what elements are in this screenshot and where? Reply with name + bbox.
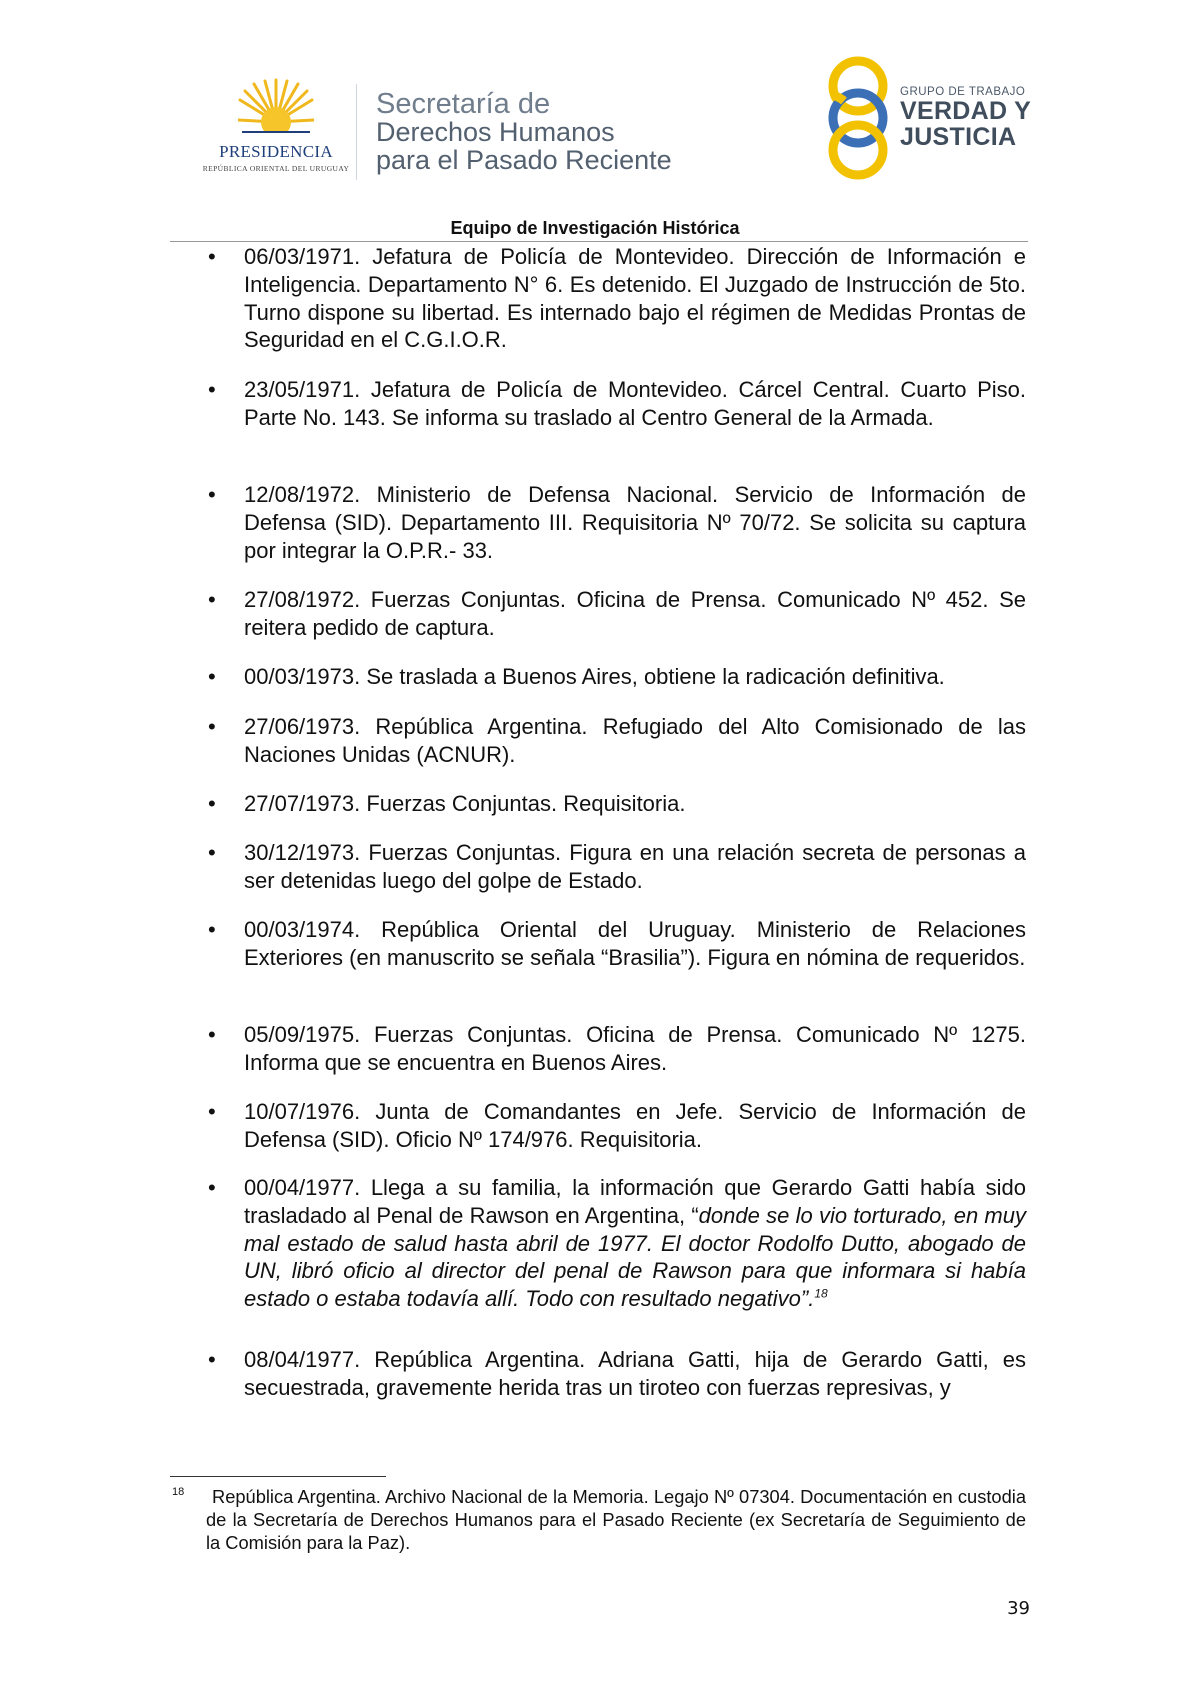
list-item-text [244, 1174, 1026, 1313]
page-header [0, 0, 1190, 215]
secretaria-line-2: Derechos Humanos [376, 117, 615, 147]
list-item-text: 27/06/1973. República Argentina. Refugiado del Alto Comisionado de las Naciones Unidas (ACNUR). [244, 714, 1026, 767]
page-number: 39 [1007, 1598, 1030, 1619]
grupo-trabajo-small: GRUPO DE TRABAJO [900, 86, 1026, 98]
grupo-trabajo-text [900, 86, 1031, 150]
bullet-icon: • [208, 840, 216, 865]
list-item-text: 05/09/1975. Fuerzas Conjuntas. Oficina de Prensa. Comunicado Nº 1275. Informa que se encuentra en Buenos Aires. [244, 1022, 1026, 1075]
presidencia-subtitle: REPÚBLICA ORIENTAL DEL URUGUAY [202, 164, 350, 173]
grupo-trabajo-logo [822, 56, 1042, 184]
list-item-quote: donde se lo vio torturado, en muy mal estado de salud hasta abril de 1977. El doctor Rodolfo Dutto, abogado de UN, libró oficio al director del penal de Rawson para que informara si había estado o estaba todavía allí. Todo con resultado negativo”. [244, 1202, 1026, 1312]
list-item-text: 08/04/1977. República Argentina. Adriana Gatti, hija de Gerardo Gatti, es secuestrada, gravemente herida tras un tiroteo con fuerzas represivas, y [244, 1347, 1026, 1400]
list-item-text: 12/08/1972. Ministerio de Defensa Nacional. Servicio de Información de Defensa (SID). Departamento III. Requisitoria Nº 70/72. Se solicita su captura por integrar la O.P.R.- 33. [244, 482, 1026, 563]
list-item-text: 23/05/1971. Jefatura de Policía de Montevideo. Cárcel Central. Cuarto Piso. Parte No. 143. Se informa su traslado al Centro General de la Armada. [244, 377, 1026, 430]
team-title: Equipo de Investigación Histórica [450, 218, 740, 238]
presidencia-name: PRESIDENCIA [219, 142, 333, 161]
presidencia-logo [196, 78, 356, 178]
bullet-icon: • [208, 377, 216, 402]
header-divider [356, 84, 357, 180]
bullet-icon: • [208, 714, 216, 739]
secretaria-line-1: Secretaría de [376, 88, 551, 120]
list-item-text: 27/07/1973. Fuerzas Conjuntas. Requisitoria. [244, 791, 686, 816]
verdad-y-text: VERDAD Y [900, 97, 1032, 125]
secretaria-title [376, 90, 672, 174]
bullet-icon: • [208, 791, 216, 816]
bullet-icon: • [208, 1022, 216, 1047]
list-item-text: 27/08/1972. Fuerzas Conjuntas. Oficina de Prensa. Comunicado Nº 452. Se reitera pedido de captura. [244, 587, 1026, 640]
bullet-icon: • [208, 1099, 216, 1124]
list-item-text: 00/03/1974. República Oriental del Uruguay. Ministerio de Relaciones Exteriores (en manuscrito se señala “Brasilia”). Figura en nómina de requeridos. [244, 917, 1026, 970]
bullet-icon: • [208, 1175, 216, 1200]
bullet-icon: • [208, 482, 216, 507]
interlinked-rings-icon [822, 56, 894, 180]
sun-emblem-icon [238, 78, 314, 142]
list-item-text: 30/12/1973. Fuerzas Conjuntas. Figura en una relación secreta de personas a ser detenidas luego del golpe de Estado. [244, 840, 1026, 893]
secretaria-line-3: para el Pasado Reciente [376, 145, 672, 175]
list-item-text: 06/03/1971. Jefatura de Policía de Montevideo. Dirección de Información e Inteligencia. Departamento N° 6. Es detenido. El Juzgado de Instrucción de 5to. Turno dispone su libertad. Es internado bajo el régimen de Medidas Prontas de Seguridad en el C.G.I.O.R. [244, 244, 1026, 353]
bullet-icon: • [208, 1347, 216, 1372]
list-item-plain: 00/04/1977. Llega a su familia, la información que Gerardo Gatti había sido trasladado al Penal de Rawson en Argentina, “ [244, 1175, 1026, 1228]
footnote-rule [170, 1476, 386, 1477]
footnote-ref[interactable]: 18 [814, 1286, 828, 1301]
footnote-number: 18 [172, 1486, 185, 1498]
list-item-text: 10/07/1976. Junta de Comandantes en Jefe. Servicio de Información de Defensa (SID). Oficio Nº 174/976. Requisitoria. [244, 1099, 1026, 1152]
bullet-icon: • [208, 244, 216, 269]
bullet-icon: • [208, 587, 216, 612]
justicia-text: JUSTICIA [900, 123, 1017, 151]
bullet-icon: • [208, 664, 216, 689]
header-rule [170, 241, 1028, 242]
list-item-text: 00/03/1973. Se traslada a Buenos Aires, obtiene la radicación definitiva. [244, 664, 945, 689]
bullet-icon: • [208, 917, 216, 942]
footnote-text: República Argentina. Archivo Nacional de la Memoria. Legajo Nº 07304. Documentación en custodia de la Secretaría de Derechos Humanos para el Pasado Reciente (ex Secretaría de Seguimiento de la Comisión para la Paz). [206, 1486, 1026, 1553]
